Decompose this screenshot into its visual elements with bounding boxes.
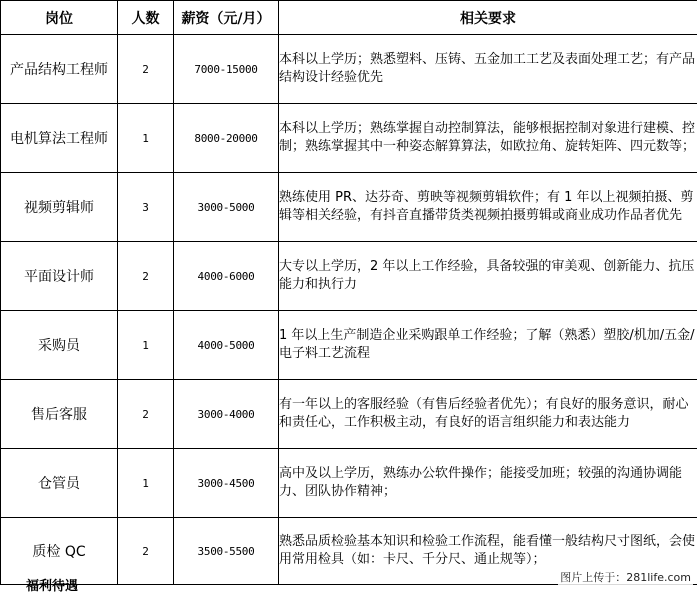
header-position: 岗位: [1, 1, 118, 35]
header-row: [1, 1, 697, 35]
cell-count: 3: [118, 173, 174, 242]
cell-requirements: 高中及以上学历，熟练办公软件操作；能接受加班；较强的沟通协调能力、团队协作精神；: [279, 449, 697, 518]
table-row: [1, 311, 697, 380]
cell-count: 2: [118, 380, 174, 449]
cell-requirements: 熟悉品质检验基本知识和检验工作流程，能看懂一般结构尺寸图纸，会使用常用检具（如：卡尺、千分尺、通止规等）；: [279, 518, 697, 585]
cell-requirements: 本科以上学历；熟练掌握自动控制算法，能够根据控制对象进行建模、控制；熟练掌握其中一种姿态解算算法，如欧拉角、旋转矩阵、四元数等；: [279, 104, 697, 173]
cell-count: 1: [118, 449, 174, 518]
cell-position: 平面设计师: [1, 242, 118, 311]
header-requirements: 相关要求: [279, 1, 697, 35]
cell-position: 视频剪辑师: [1, 173, 118, 242]
cell-salary: 3000-5000: [174, 173, 279, 242]
cell-requirements: 熟练使用 PR、达芬奇、剪映等视频剪辑软件；有 1 年以上视频拍摄、剪辑等相关经验，有抖音直播带货类视频拍摄剪辑或商业成功作品者优先: [279, 173, 697, 242]
cell-salary: 8000-20000: [174, 104, 279, 173]
cell-position: 仓管员: [1, 449, 118, 518]
cell-count: 1: [118, 104, 174, 173]
table-row: [1, 380, 697, 449]
header-salary: 薪资（元/月）: [174, 1, 279, 35]
cell-salary: 3500-5500: [174, 518, 279, 585]
cell-position: 售后客服: [1, 380, 118, 449]
cell-position: 产品结构工程师: [1, 35, 118, 104]
table-row: [1, 242, 697, 311]
cell-salary: 7000-15000: [174, 35, 279, 104]
header-count: 人数: [118, 1, 174, 35]
table-row: [1, 35, 697, 104]
cell-requirements: 本科以上学历；熟悉塑料、压铸、五金加工工艺及表面处理工艺；有产品结构设计经验优先: [279, 35, 697, 104]
cell-salary: 4000-6000: [174, 242, 279, 311]
cell-position: 质检 QC: [1, 518, 118, 585]
cell-count: 2: [118, 35, 174, 104]
cell-salary: 4000-5000: [174, 311, 279, 380]
cell-salary: 3000-4500: [174, 449, 279, 518]
cell-count: 1: [118, 311, 174, 380]
table-row: [1, 449, 697, 518]
cell-position: 电机算法工程师: [1, 104, 118, 173]
next-section-heading: 福利待遇: [26, 575, 78, 594]
cell-count: 2: [118, 518, 174, 585]
table-row: [1, 173, 697, 242]
cell-count: 2: [118, 242, 174, 311]
cell-position: 采购员: [1, 311, 118, 380]
watermark: 图片上传于：281life.com: [558, 569, 693, 585]
cell-requirements: 有一年以上的客服经验（有售后经验者优先）；有良好的服务意识，耐心和责任心，工作积极主动，有良好的语言组织能力和表达能力: [279, 380, 697, 449]
table-row: [1, 104, 697, 173]
cell-requirements: 大专以上学历，2 年以上工作经验，具备较强的审美观、创新能力、抗压能力和执行力: [279, 242, 697, 311]
cell-salary: 3000-4000: [174, 380, 279, 449]
cell-requirements: 1 年以上生产制造企业采购跟单工作经验；了解（熟悉）塑胶/机加/五金/电子料工艺流程: [279, 311, 697, 380]
